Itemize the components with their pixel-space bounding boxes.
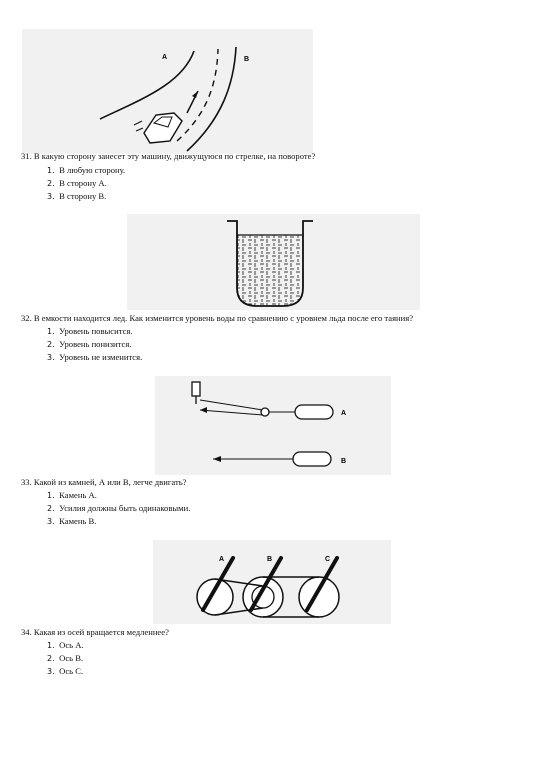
- option-31-2[interactable]: 2. В сторону А.: [47, 178, 107, 188]
- option-34-2[interactable]: 2. Ось В.: [47, 653, 84, 663]
- wheel-c: [299, 577, 339, 617]
- stone-b: [293, 452, 331, 466]
- figure-label-a: A: [341, 410, 347, 417]
- anchor-post: [192, 382, 200, 396]
- question-33: 33. Какой из камней, А или В, легче двигать?: [21, 477, 187, 487]
- figure-label-b: B: [267, 556, 273, 563]
- option-31-3[interactable]: 3. В сторону В.: [47, 191, 107, 201]
- figure-car-turn: [22, 29, 313, 154]
- figure-belt-wheels: [153, 540, 391, 624]
- option-32-1[interactable]: 1. Уровень повысится.: [47, 326, 133, 336]
- option-33-3[interactable]: 3. Камень В.: [47, 516, 97, 526]
- figure-label-b: B: [244, 56, 250, 63]
- option-32-3[interactable]: 3. Уровень не изменится.: [47, 352, 143, 362]
- figure-label-b: B: [341, 458, 347, 465]
- figure-label-c: C: [325, 556, 331, 563]
- option-33-1[interactable]: 1. Камень А.: [47, 490, 97, 500]
- option-32-2[interactable]: 2. Уровень понизится.: [47, 339, 132, 349]
- stone-a: [295, 405, 333, 419]
- figure-label-a: A: [219, 556, 225, 563]
- option-31-1[interactable]: 1. В любую сторону.: [47, 165, 126, 175]
- figure-ice-container: [127, 214, 420, 310]
- figure-label-a: A: [162, 54, 168, 61]
- question-34: 34. Какая из осей вращается медленнее?: [21, 627, 169, 637]
- option-34-1[interactable]: 1. Ось А.: [47, 640, 84, 650]
- car-icon: [134, 113, 182, 143]
- option-33-2[interactable]: 2. Усилия должны быть одинаковыми.: [47, 503, 191, 513]
- pulley-icon: [261, 408, 269, 416]
- option-34-3[interactable]: 3. Ось С.: [47, 666, 84, 676]
- figure-stones-pulley: [155, 376, 391, 475]
- question-31: 31. В какую сторону занесет эту машину, движущуюся по стрелке, на повороте?: [21, 151, 316, 161]
- question-32: 32. В емкости находится лед. Как изменится уровень воды по сравнению с уровнем льда после его таяния?: [21, 313, 414, 323]
